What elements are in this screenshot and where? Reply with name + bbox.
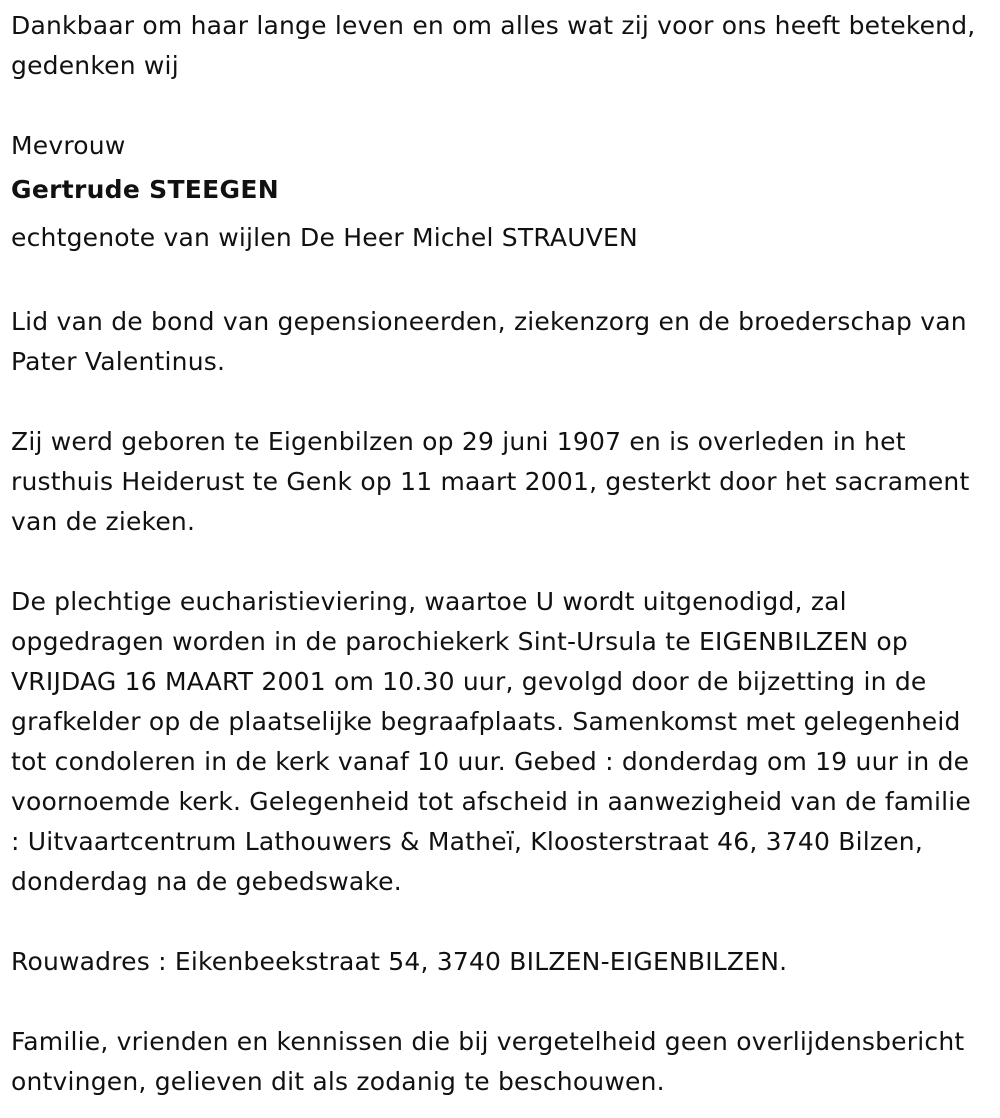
closing-paragraph: Familie, vrienden en kennissen die bij vergetelheid geen overlijdensbericht ontvingen, gelieven dit als zodanig te beschouwen.: [11, 1027, 965, 1096]
obituary-notice: [11, 6, 981, 1102]
spacer: [11, 902, 981, 942]
spacer: [11, 982, 981, 1022]
spacer: [11, 542, 981, 582]
ceremony-paragraph: De plechtige eucharistieviering, waartoe U wordt uitgenodigd, zal opgedragen worden in de parochiekerk Sint-Ursula te EIGENBILZEN op VRIJDAG 16 MAART 2001 om 10.30 uur, gevolgd door de bijzetting in de grafkelder op de plaatselijke begraafplaats. Samenkomst met gelegenheid tot condoleren in de kerk vanaf 10 uur. Gebed : donderdag om 19 uur in de voornoemde kerk. Gelegenheid tot afscheid in aanwezigheid van de familie : Uitvaartcentrum Lathouwers & Matheï, Kloosterstraat 46, 3740 Bilzen, donderdag na de gebedswake.: [11, 587, 971, 896]
birth-death-paragraph: Zij werd geboren te Eigenbilzen op 29 juni 1907 en is overleden in het rusthuis Heiderust te Genk op 11 maart 2001, gesterkt door het sacrament van de zieken.: [11, 427, 970, 536]
spacer: [11, 382, 981, 422]
mourning-address: Rouwadres : Eikenbeekstraat 54, 3740 BILZEN-EIGENBILZEN.: [11, 947, 788, 976]
honorific: Mevrouw: [11, 131, 126, 160]
intro-paragraph: Dankbaar om haar lange leven en om alles wat zij voor ons heeft betekend, gedenken wij: [11, 11, 976, 80]
spacer: [11, 86, 981, 126]
deceased-name: Gertrude STEEGEN: [11, 175, 279, 204]
spouse-line: echtgenote van wijlen De Heer Michel STRAUVEN: [11, 223, 638, 252]
spacer: [11, 262, 981, 302]
membership-paragraph: Lid van de bond van gepensioneerden, ziekenzorg en de broederschap van Pater Valentinus.: [11, 307, 967, 376]
